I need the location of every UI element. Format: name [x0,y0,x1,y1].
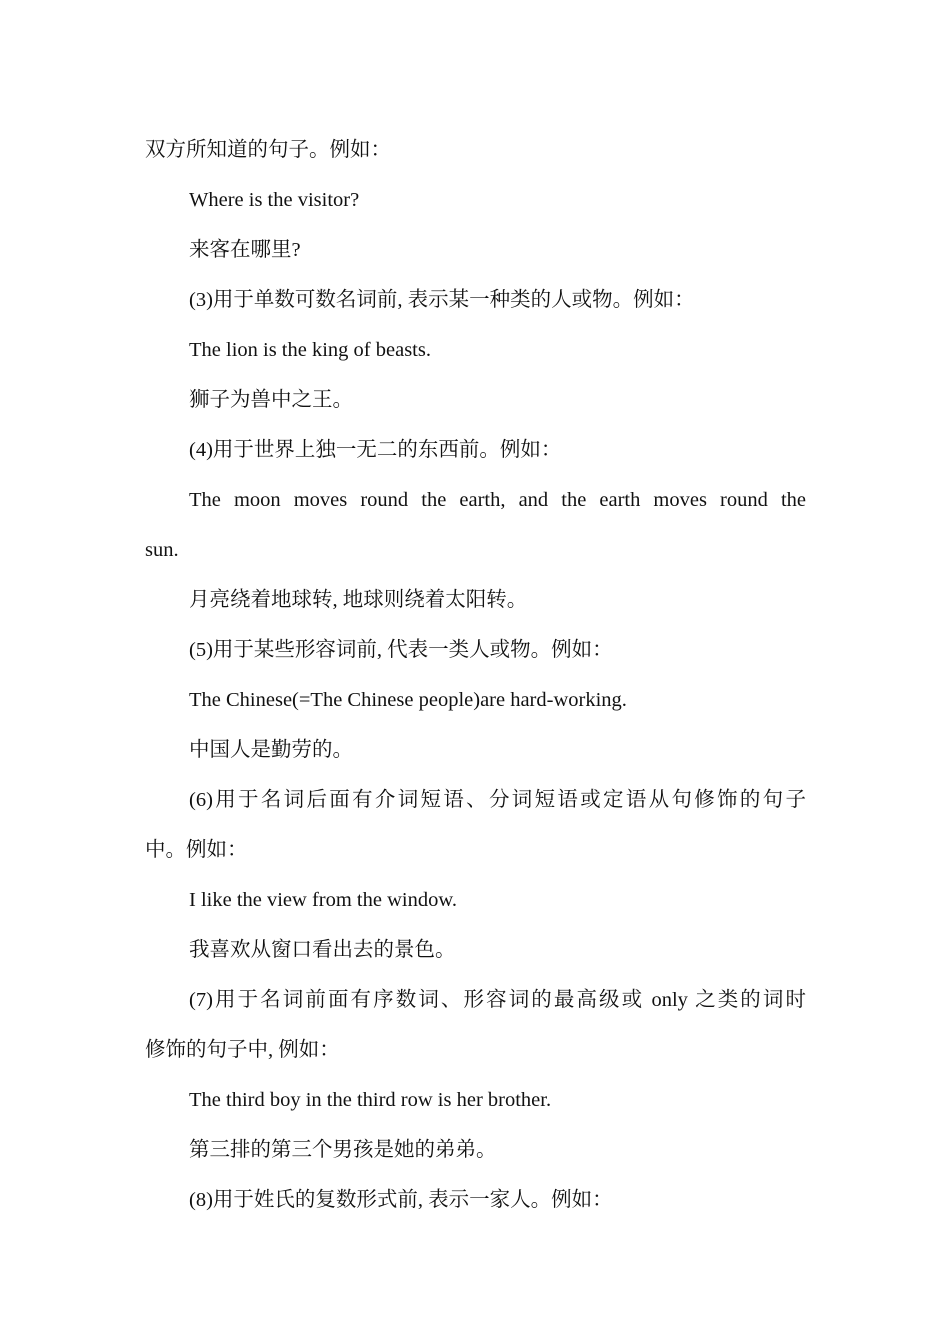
rule-heading-8: (8)用于姓氏的复数形式前, 表示一家人。例如： [189,1189,613,1211]
example-sentence-continuation: sun. [145,539,179,561]
document-body [145,125,806,1225]
example-sentence: The Chinese(=The Chinese people)are hard-working. [189,689,627,711]
example-translation: 第三排的第三个男孩是她的弟弟。 [189,1139,497,1161]
rule-heading-continuation: 中。例如： [145,839,248,861]
text-line: 双方所知道的句子。例如： [145,139,391,161]
rule-heading-continuation: 修饰的句子中, 例如： [145,1039,340,1061]
rule-heading-4: (4)用于世界上独一无二的东西前。例如： [189,439,562,461]
example-translation: 狮子为兽中之王。 [189,389,353,411]
rule-heading-5: (5)用于某些形容词前, 代表一类人或物。例如： [189,639,613,661]
rule-heading-3: (3)用于单数可数名词前, 表示某一种类的人或物。例如： [189,289,695,311]
example-sentence: Where is the visitor? [189,189,360,211]
rule-heading-6: (6)用于名词后面有介词短语、分词短语或定语从句修饰的句子 [189,789,806,811]
example-translation: 中国人是勤劳的。 [189,739,353,761]
example-translation: 月亮绕着地球转, 地球则绕着太阳转。 [189,589,528,611]
example-sentence: The third boy in the third row is her brother. [189,1089,552,1111]
example-sentence: The lion is the king of beasts. [189,339,431,361]
example-translation: 我喜欢从窗口看出去的景色。 [189,939,456,961]
example-translation: 来客在哪里? [189,239,301,261]
example-sentence: The moon moves round the earth, and the earth moves round the [189,489,806,511]
example-sentence: I like the view from the window. [189,889,457,911]
rule-heading-7: (7)用于名词前面有序数词、形容词的最高级或 only 之类的词时 [189,989,806,1011]
